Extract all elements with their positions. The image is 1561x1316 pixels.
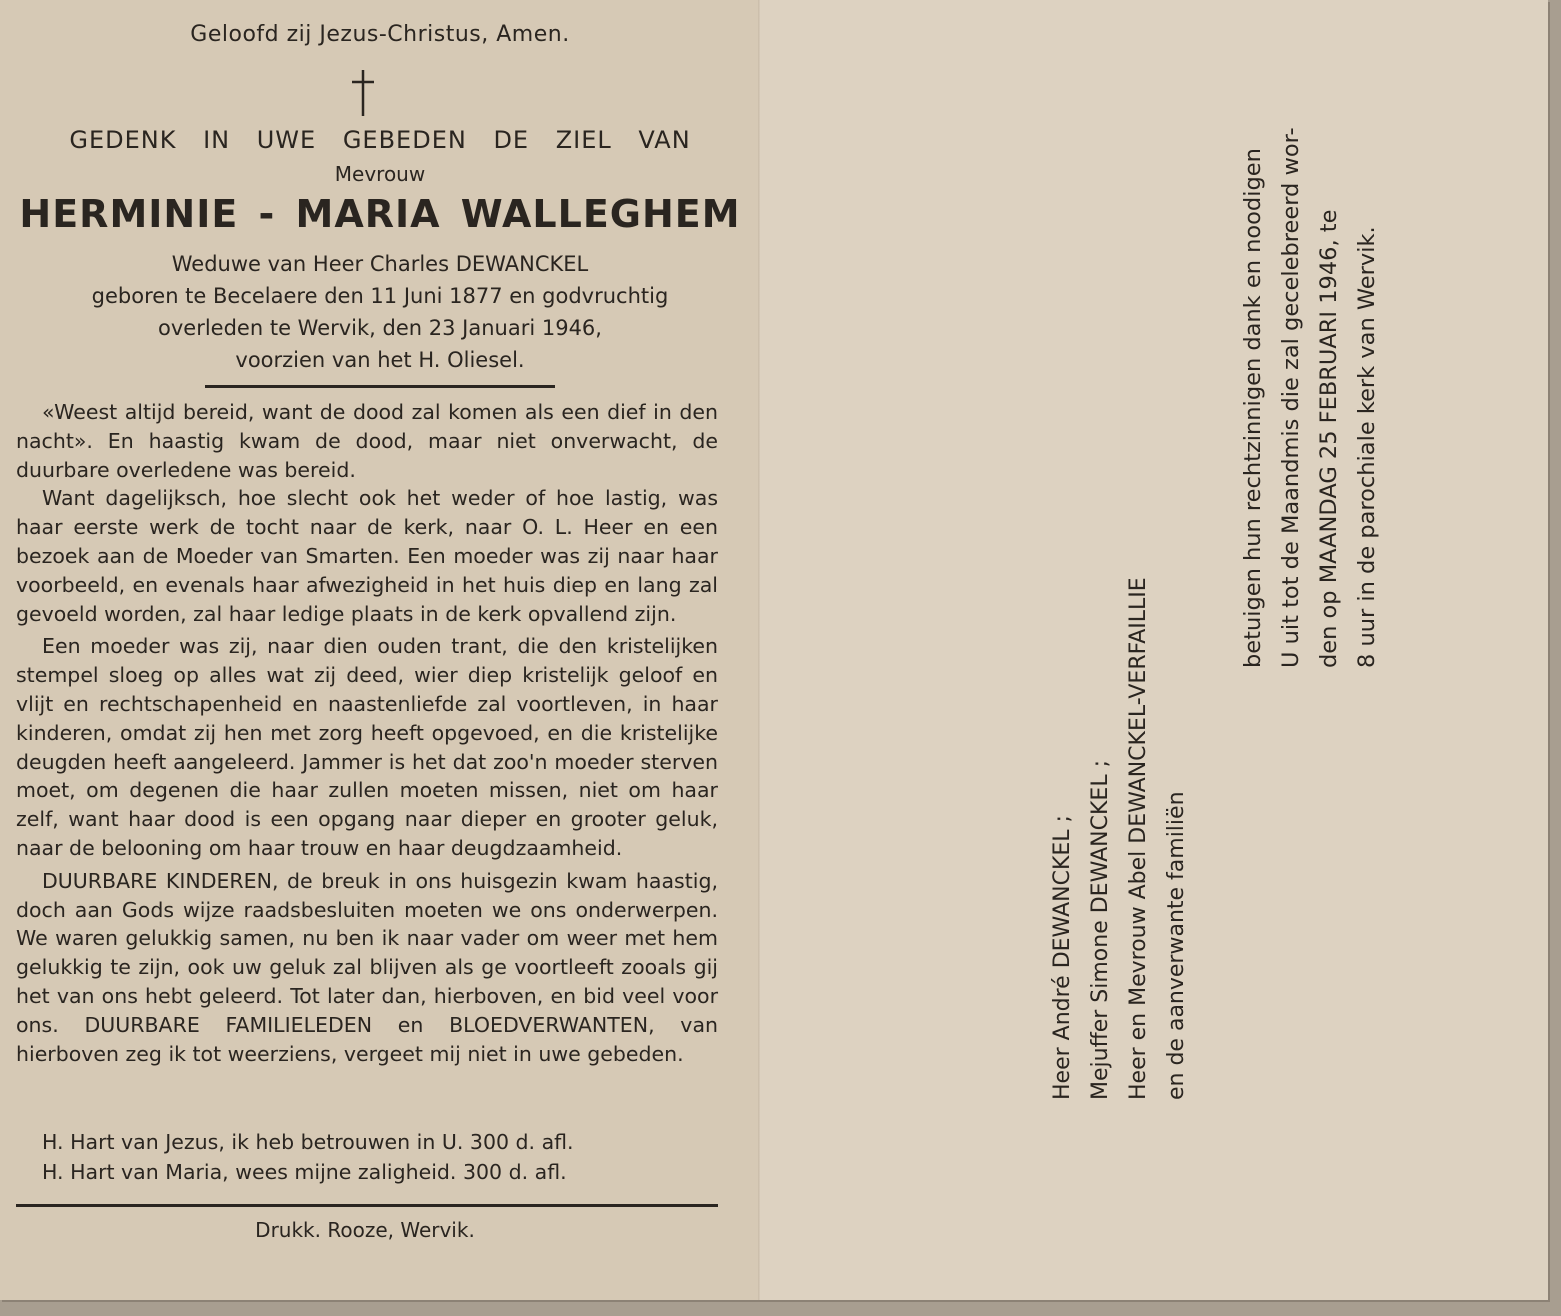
indulgence-jezus: H. Hart van Jezus, ik heb betrouwen in U. 300 d. afl. (42, 1130, 574, 1154)
invitation-line: 8 uur in de parochiale kerk van Wervik. (1354, 226, 1380, 668)
detail-sacrament: voorzien van het H. Oliesel. (235, 348, 525, 372)
indulgence-maria: H. Hart van Maria, wees mijne zaligheid. 300 d. afl. (42, 1160, 567, 1184)
family-member: Mejuffer Simone DEWANCKEL ; (1088, 760, 1113, 1100)
detail-death: overleden te Wervik, den 23 Januari 1946, (158, 316, 602, 340)
family-member: Heer André DEWANCKEL ; (1050, 815, 1075, 1100)
remember-line: GEDENK IN UWE GEBEDEN DE ZIEL VAN (69, 126, 691, 154)
family-list (1048, 577, 1200, 1100)
title-prefix: Mevrouw (334, 162, 426, 186)
paragraph: «Weest altijd bereid, want de dood zal komen als een dief in den nacht». En haastig kwam de dood, maar niet onverwacht, de duurbare overledene was bereid. (16, 400, 718, 482)
deceased-name: HERMINIE - MARIA WALLEGHEM (19, 192, 741, 236)
family-member: Heer en Mevrouw Abel DEWANCKEL-VERFAILLIE (1126, 577, 1151, 1100)
detail-widow: Weduwe van Heer Charles DEWANCKEL (171, 252, 589, 276)
paragraph: Een moeder was zij, naar dien ouden trant, die den kristelijken stempel sloeg op alles wat zij deed, wier diep kristelijk geloof en vlijt en rechtschapenheid en naastenliefde zal voortleven, in haar kinderen, omdat zij hen met zorg heeft opgevoed, en die kristelijke deugden heeft aangeleerd. Jammer is het dat zoo'n moeder sterven moet, om degenen die haar zullen moeten missen, niet om haar zelf, want haar dood is een opgang naar dieper en grooter geluk, naar de belooning om haar trouw en haar deugdzaamheid. (16, 634, 718, 860)
paragraph: DUURBARE KINDEREN, de breuk in ons huisgezin kwam haastig, doch aan Gods wijze raadsbesluiten moeten we ons onderwerpen. We waren gelukkig samen, nu ben ik naar vader om weer met hem gelukkig te zijn, ook uw geluk zal blijven als ge voortleeft zooals gij het van ons hebt geleerd. Tot later dan, hierboven, en bid veel voor ons. DUURBARE FAMILIELEDEN en BLOEDVERWANTEN, van hierboven zeg ik tot weerziens, vergeet mij niet in uwe gebeden. (16, 868, 718, 1066)
family-member: en de aanverwante familiën (1164, 791, 1189, 1100)
memorial-text (16, 398, 718, 1068)
paragraph: Want dagelijksch, hoe slecht ook het weder of hoe lastig, was haar eerste werk de tocht naar de kerk, naar O. L. Heer en een bezoek aan de Moeder van Smarten. Een moeder was zij naar haar voorbeeld, en evenals haar afwezigheid in het huis diep en lang zal gevoeld worden, zal haar ledige plaats in de kerk opvallend zijn. (16, 486, 718, 626)
divider-bottom (16, 1204, 718, 1207)
invitation-line: betuigen hun rechtzinnigen dank en noodigen (1240, 148, 1266, 668)
invitation-line: den op MAANDAG 25 FEBRUARI 1946, te (1316, 209, 1342, 668)
cross-icon (348, 68, 378, 118)
printer-credit: Drukk. Rooze, Wervik. (255, 1218, 475, 1242)
header-prayer: Geloofd zij Jezus-Christus, Amen. (190, 22, 570, 47)
divider-top (205, 385, 555, 388)
left-page (0, 0, 760, 1300)
invitation-line: U uit tot de Maandmis die zal gecelebreerd wor- (1278, 127, 1304, 668)
invitation-text (1238, 127, 1390, 668)
detail-birth: geboren te Becelaere den 11 Juni 1877 en godvruchtig (91, 284, 669, 308)
